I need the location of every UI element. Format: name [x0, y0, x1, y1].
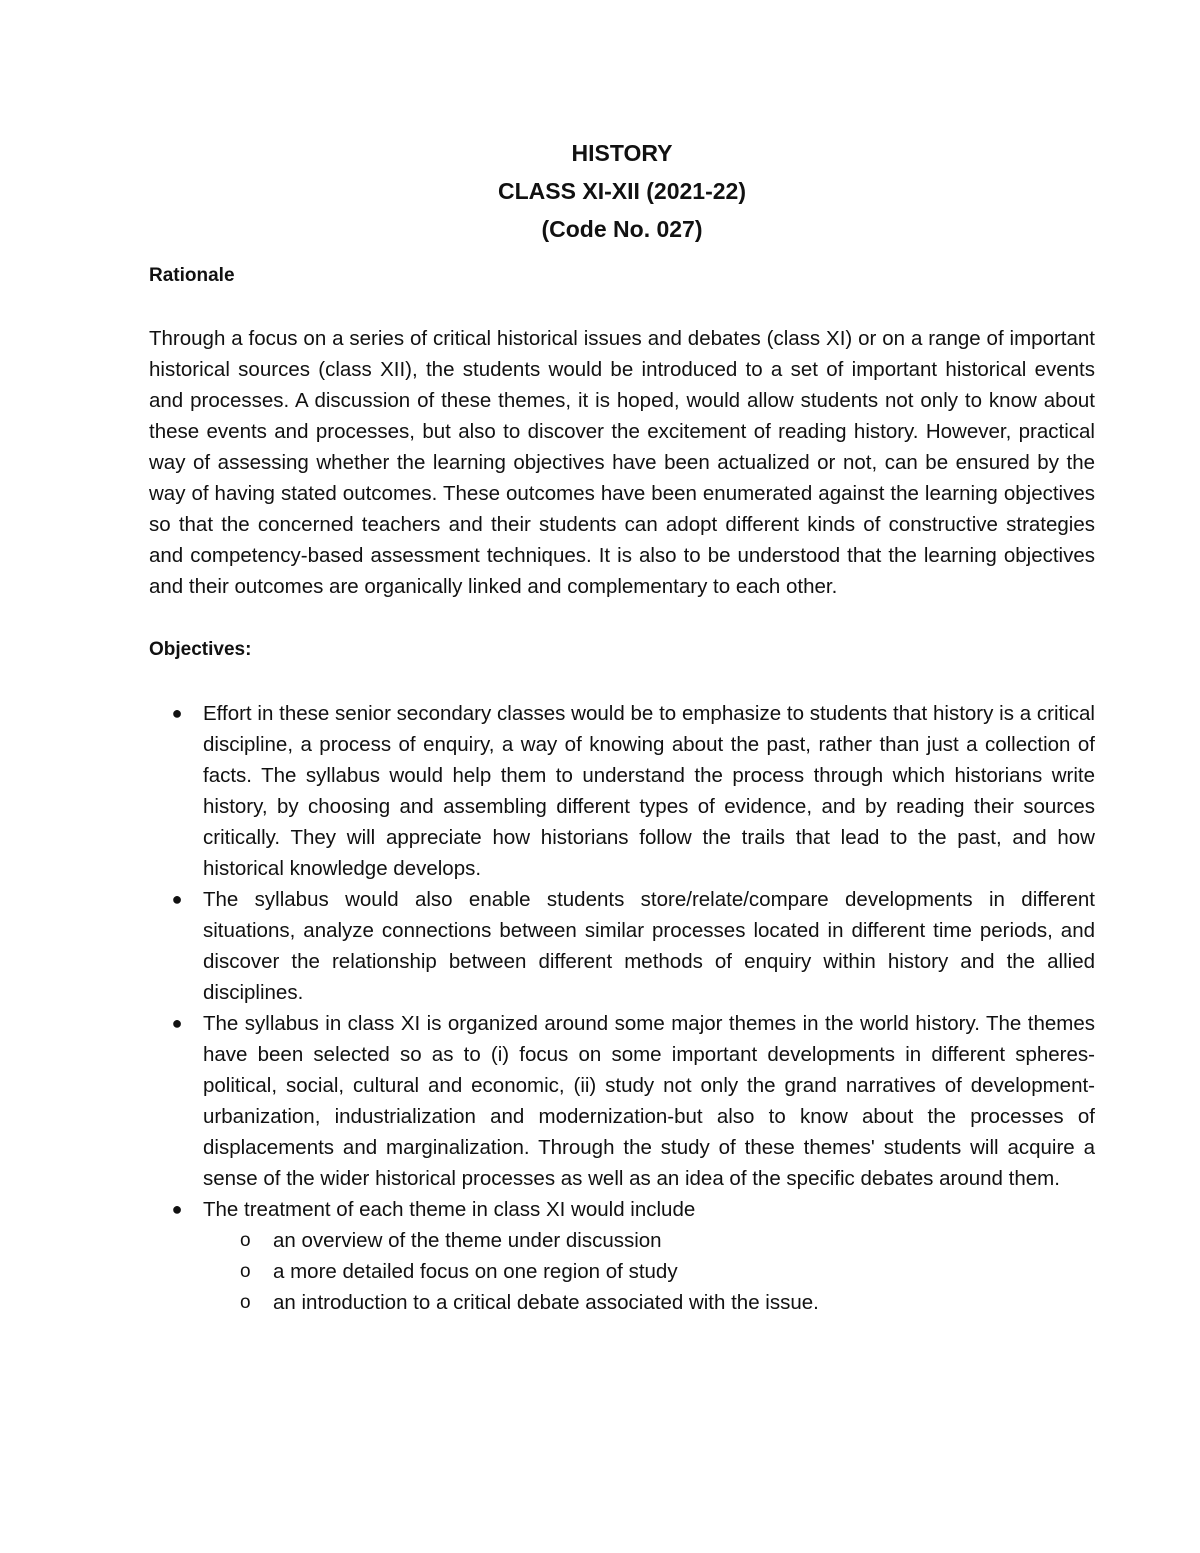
objectives-heading: Objectives: [149, 639, 252, 660]
sub-bullet-icon: o [240, 1261, 251, 1282]
list-item-text: The treatment of each theme in class XI would include [203, 1198, 696, 1221]
list-item-text: The syllabus would also enable students store/relate/compare developments in different situations, analyze connections between similar processes located in different time periods, and discover the relationship between different methods of enquiry within history and the allied disciplines. [203, 888, 1095, 1004]
code-line: (Code No. 027) [541, 216, 703, 242]
document-page [149, 134, 1095, 1318]
sub-list-item-text: a more detailed focus on one region of study [273, 1260, 678, 1283]
sub-list-item [203, 1256, 1095, 1287]
bullet-icon: ● [171, 1013, 183, 1033]
list-item-text: The syllabus in class XI is organized around some major themes in the world history. The themes have been selected so as to (i) focus on some important developments in different spheres-political, social, cultural and economic, (ii) study not only the grand narratives of development-urbanization, industrialization and modernization-but also to know about the processes of displacements and marginalization. Through the study of these themes' students will acquire a sense of the wider historical processes as well as an idea of the specific debates around them. [203, 1012, 1095, 1190]
bullet-icon: ● [171, 889, 183, 909]
bullet-icon: ● [171, 1199, 183, 1219]
rationale-paragraph: Through a focus on a series of critical historical issues and debates (class XI) or on a range of important historical sources (class XII), the students would be introduced to a set of important historical events and processes. A discussion of these themes, it is hoped, would allow students not only to know about these events and processes, but also to discover the excitement of reading history. However, practical way of assessing whether the learning objectives have been actualized or not, can be ensured by the way of having stated outcomes. These outcomes have been enumerated against the learning objectives so that the concerned teachers and their students can adopt different kinds of constructive strategies and competency-based assessment techniques. It is also to be understood that the learning objectives and their outcomes are organically linked and complementary to each other. [149, 327, 1095, 598]
sub-bullet-icon: o [240, 1292, 251, 1313]
list-item [149, 884, 1095, 1008]
rationale-heading: Rationale [149, 265, 235, 286]
bullet-icon: ● [171, 703, 183, 723]
list-item [149, 1194, 1095, 1318]
sub-list-item [203, 1287, 1095, 1318]
sub-list-item [203, 1225, 1095, 1256]
list-item [149, 698, 1095, 884]
sub-list-item-text: an overview of the theme under discussion [273, 1229, 662, 1252]
sub-bullet-icon: o [240, 1230, 251, 1251]
list-item-text: Effort in these senior secondary classes would be to emphasize to students that history is a critical discipline, a process of enquiry, a way of knowing about the past, rather than just a collection of facts. The syllabus would help them to understand the process through which historians write history, by choosing and assembling different types of evidence, and by reading their sources critically. They will appreciate how historians follow the trails that lead to the past, and how historical knowledge develops. [203, 702, 1095, 880]
objectives-list [149, 698, 1095, 1318]
list-item [149, 1008, 1095, 1194]
sub-list [203, 1225, 1095, 1318]
title-block [149, 134, 1095, 248]
document-title: HISTORY [571, 140, 673, 166]
sub-list-item-text: an introduction to a critical debate associated with the issue. [273, 1291, 819, 1314]
class-line: CLASS XI-XII (2021-22) [498, 178, 746, 204]
